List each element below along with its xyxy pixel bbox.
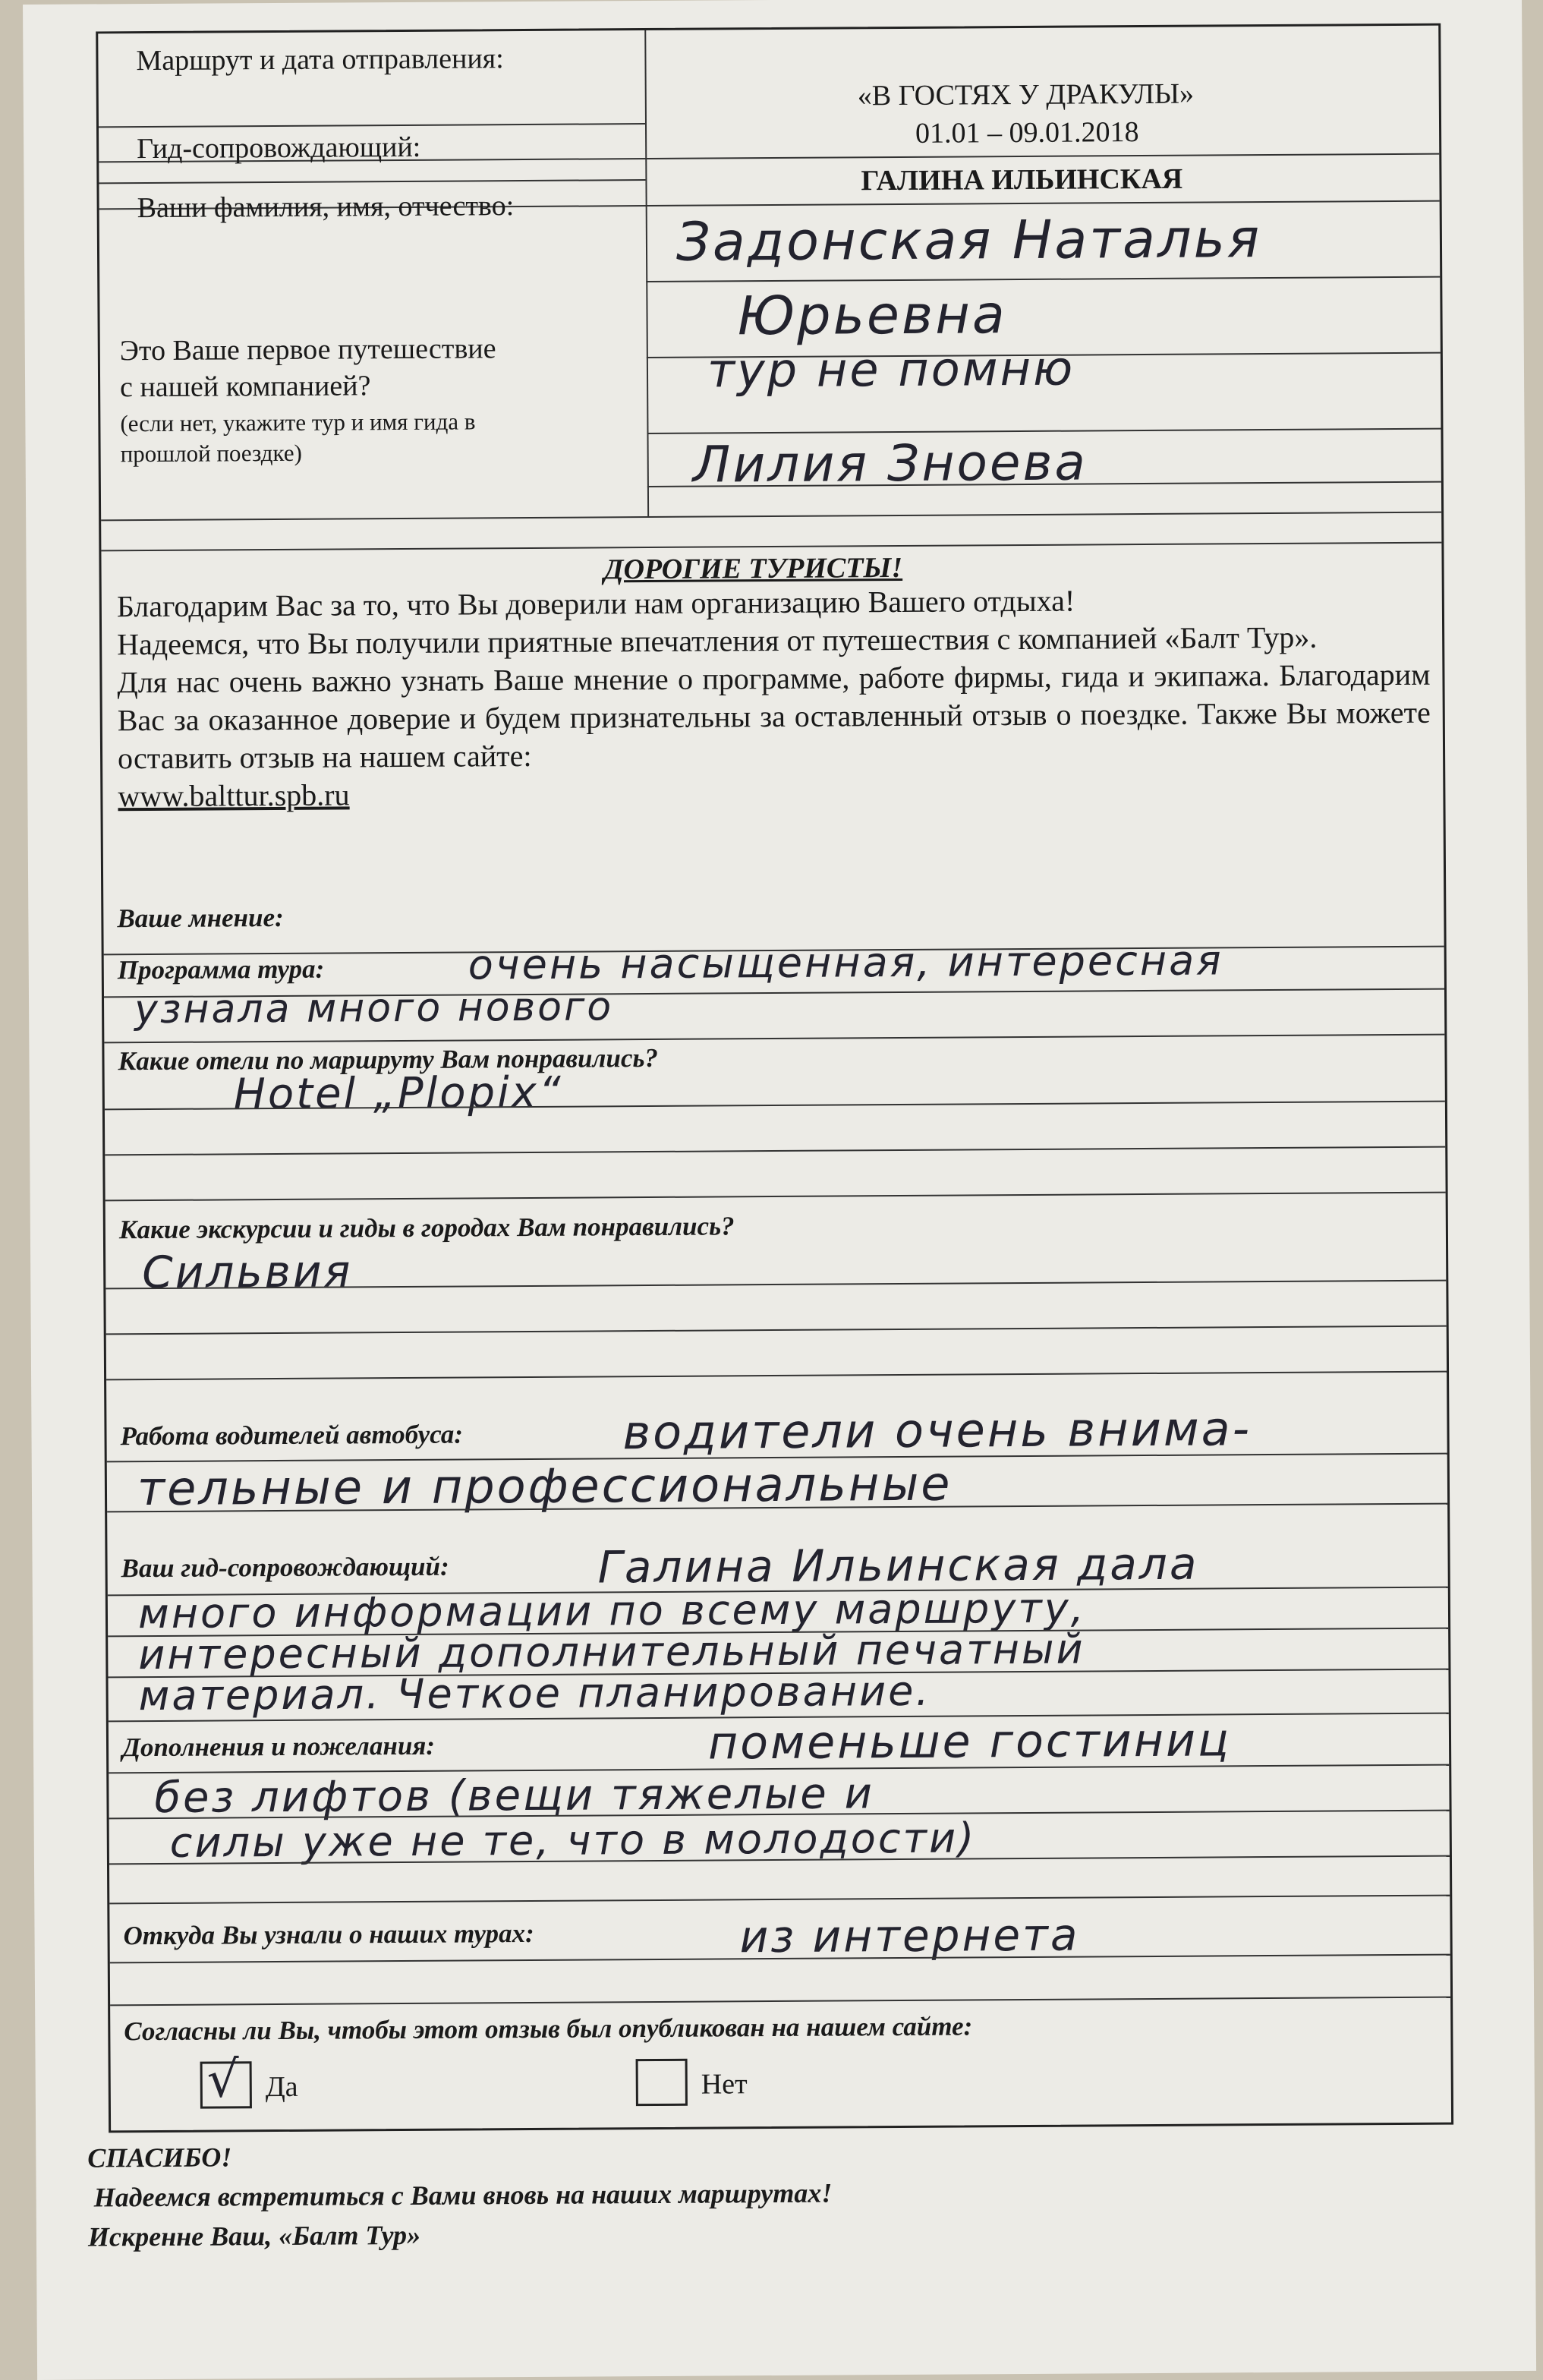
fio-value-line2: Юрьевна	[737, 283, 1008, 348]
feedback-form-sheet	[23, 0, 1536, 2380]
wishes-answer: поменьше гостиниц	[707, 1713, 1232, 1770]
intro-text: Благодарим Вас за то, что Вы доверили нам организацию Вашего отдыха! Надеемся, что Вы получили приятные впечатления от путешествия с компанией «Балт Тур». Для нас очень важно узнать Ваше мнение о программе, работе фирмы, гида и экипажа. Благодарим Вас за оказанное доверие и будем признательны за оставленный отзыв о поездке. Также Вы можете оставить отзыв на нашем сайте: www.balttur.spb.ru	[116, 583, 1431, 814]
wishes-label: Дополнения и пожелания:	[121, 1730, 436, 1763]
program-label: Программа тура:	[117, 954, 325, 985]
consent-yes-label: Да	[265, 2070, 298, 2104]
source-answer: из интернета	[739, 1909, 1080, 1963]
consent-no-label: Нет	[701, 2068, 748, 2101]
drivers-answer: водители очень внима-	[622, 1401, 1252, 1461]
route-dates: 01.01 – 09.01.2018	[915, 116, 1139, 150]
guide-feedback-label: Ваш гид-сопровождающий:	[121, 1551, 449, 1584]
first-trip-label: Это Ваше первое путешествие	[119, 333, 496, 367]
fio-label: Ваши фамилия, имя, отчество:	[137, 190, 515, 225]
first-trip-value: тур не помню	[707, 340, 1075, 399]
route-name: «В ГОСТЯХ У ДРАКУЛЫ»	[857, 77, 1195, 112]
drivers-label: Работа водителей автобуса:	[120, 1419, 464, 1452]
guide-name: ГАЛИНА ИЛЬИНСКАЯ	[861, 162, 1183, 197]
program-answer: очень насыщенная, интересная	[468, 936, 1223, 989]
footer-thanks: СПАСИБО!	[87, 2142, 232, 2174]
footer-sign: Искренне Ваш, «Балт Тур»	[87, 2219, 421, 2252]
consent-no-checkbox[interactable]	[636, 2059, 688, 2106]
survey-title: Ваше мнение:	[117, 902, 284, 934]
previous-guide-value: Лилия Зноева	[692, 433, 1088, 494]
first-trip-note: (если нет, укажите тур и имя гида в	[120, 408, 476, 437]
guide-label: Гид-сопровождающий:	[137, 131, 421, 165]
intro-heading: ДОРОГИЕ ТУРИСТЫ!	[603, 551, 903, 586]
excursions-answer: Сильвия	[142, 1245, 353, 1299]
footer-hope: Надеемся встретиться с Вами вновь на наших маршрутах!	[93, 2177, 833, 2213]
guide-feedback-answer: Галина Ильинская дала	[597, 1537, 1199, 1593]
route-label: Маршрут и дата отправления:	[136, 43, 504, 77]
hotels-answer: Hotel „Plopix“	[233, 1067, 563, 1120]
table-divider	[644, 30, 649, 516]
hotels-label: Какие отели по маршруту Вам понравились?	[118, 1042, 659, 1077]
consent-yes-checkbox[interactable]	[200, 2050, 252, 2109]
site-link[interactable]: www.balttur.spb.ru	[118, 777, 350, 814]
feedback-form: Маршрут и дата отправления: «В ГОСТЯХ У ДРАКУЛЫ» 01.01 – 09.01.2018 Гид-сопровождающий: ГАЛИНА ИЛЬИНСКАЯ Ваши фамилия, имя, отчество: Задонская Наталья Юрьевна Это Ваше первое путешествие с нашей компанией? (если нет, укажите тур и имя гида в прошлой поездке) тур не помню Лилия Зноева ДОРОГИЕ ТУРИСТЫ! Благодарим Вас за то, что Вы доверили нам организацию Вашего отдыха! Надеемся, что Вы получили приятные впечатления от путешествия с компанией «Балт Тур». Для нас очень важно узнать Ваше мнение о программе, работе фирмы, гида и экипажа. Благодарим Вас за оказанное доверие и будем признательны за оставленный отзыв о поездке. Также Вы можете оставить отзыв на нашем сайте: www.balttur.spb.ru Ваше мнение: Программа тура: очень насыщенная, интересная узнала много нового Какие отели по маршруту Вам понравились? Hotel „Plopix“ Какие экскурсии и гиды в городах Вам понравились? Сильвия Работа водителей автобуса: водители очень внима- тельные и профессиональные Ваш гид-сопровождающий: Галина Ильинская дала много информации по всему маршруту, интересный дополнительный печатный материал. Четкое планирование. Дополнения и пожелания: поменьше гостиниц без лифтов (вещи тяжелые и силы уже не те, что в молодости) Откуда Вы узнали о наших турах: из интернета Согласны ли Вы, чтобы этот отзыв был опубликован на нашем сайте: √ Да Нет	[96, 24, 1453, 2133]
fio-value-line1: Задонская Наталья	[675, 207, 1262, 273]
checkmark-icon: √	[206, 2050, 240, 2109]
excursions-label: Какие экскурсии и гиды в городах Вам понравились?	[118, 1211, 735, 1245]
source-label: Откуда Вы узнали о наших турах:	[123, 1918, 534, 1951]
consent-label: Согласны ли Вы, чтобы этот отзыв был опубликован на нашем сайте:	[124, 2011, 973, 2047]
